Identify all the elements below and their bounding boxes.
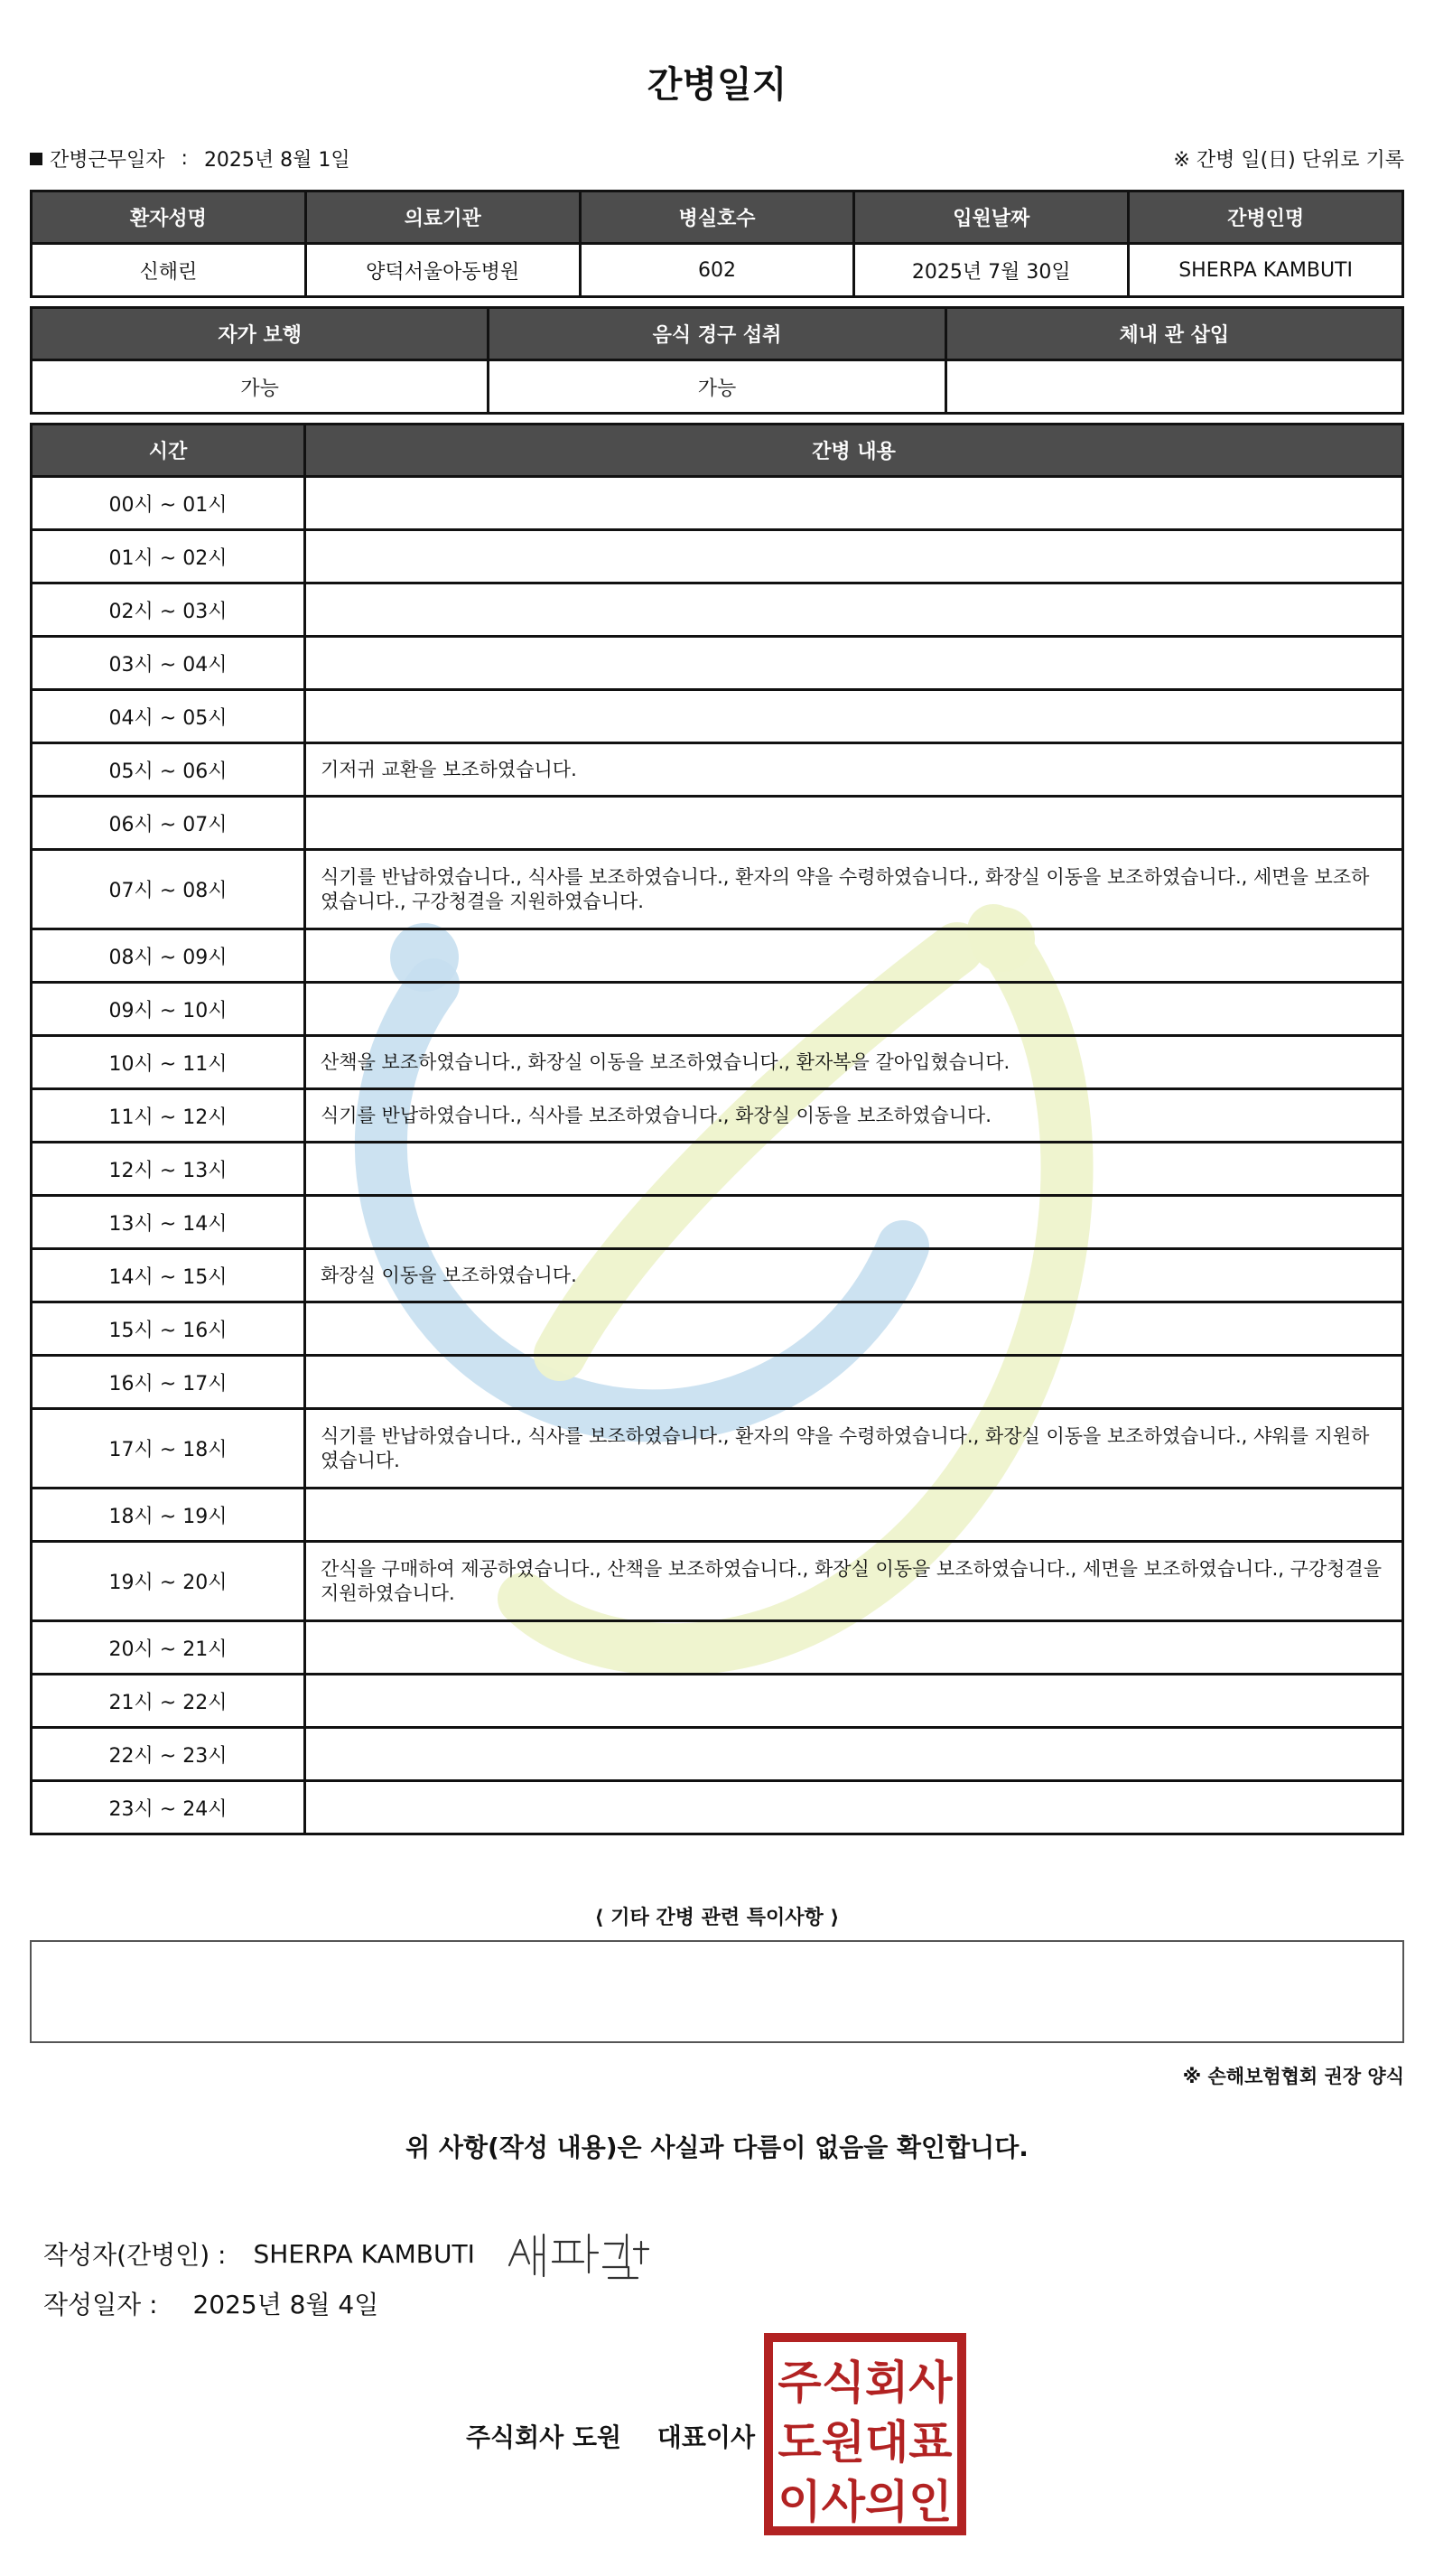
time-cell: 00시 ~ 01시 <box>32 477 305 530</box>
table-row <box>32 1728 1403 1781</box>
tube-insertion-cell <box>945 360 1402 414</box>
time-cell: 21시 ~ 22시 <box>32 1675 305 1728</box>
time-cell: 13시 ~ 14시 <box>32 1196 305 1249</box>
confirmation-statement: 위 사항(작성 내용)은 사실과 다름이 없음을 확인합니다. <box>405 2133 1029 2162</box>
table-row <box>32 983 1403 1036</box>
time-cell: 14시 ~ 15시 <box>32 1249 305 1302</box>
care-content-cell <box>305 1781 1403 1834</box>
writer-label: 작성자(간병인) : <box>43 2240 227 2270</box>
patient-name-cell: 신해린 <box>32 244 306 297</box>
header-patient-name: 환자성명 <box>32 191 306 244</box>
table-row <box>32 929 1403 983</box>
time-cell: 05시 ~ 06시 <box>32 743 305 797</box>
handwritten-signature <box>502 2222 656 2285</box>
table-row <box>32 360 1403 414</box>
table-row <box>32 530 1403 583</box>
work-date-value: 2025년 8월 1일 <box>203 149 350 172</box>
table-row <box>32 1302 1403 1356</box>
time-cell: 22시 ~ 23시 <box>32 1728 305 1781</box>
bullet-square-icon <box>30 153 42 165</box>
room-cell: 602 <box>580 244 854 297</box>
care-content-cell <box>305 797 1403 850</box>
time-cell: 11시 ~ 12시 <box>32 1089 305 1143</box>
table-row <box>32 1143 1403 1196</box>
care-content-cell: 간식을 구매하여 제공하였습니다., 산책을 보조하였습니다., 화장실 이동을 보조하였습니다., 세면을 보조하였습니다., 구강청결을 지원하였습니다. <box>305 1542 1403 1621</box>
care-content-cell <box>305 583 1403 637</box>
care-content-cell <box>305 929 1403 983</box>
work-date-label: 간병근무일자 <box>50 149 165 172</box>
company-name: 주식회사 도원 <box>466 2422 622 2452</box>
company-seal-stamp <box>764 2333 966 2535</box>
header-tube-insertion: 체내 관 삽입 <box>945 308 1402 360</box>
company-signature <box>466 2418 782 2454</box>
table-row <box>32 477 1403 530</box>
time-cell: 18시 ~ 19시 <box>32 1489 305 1542</box>
care-content-cell <box>305 530 1403 583</box>
company-title: 대표이사 <box>656 2422 755 2452</box>
work-date-info <box>30 145 350 173</box>
care-content-cell <box>305 690 1403 743</box>
table-row <box>32 797 1403 850</box>
care-content-cell: 화장실 이동을 보조하였습니다. <box>305 1249 1403 1302</box>
care-content-cell: 식기를 반납하였습니다., 식사를 보조하였습니다., 화장실 이동을 보조하였습니다. <box>305 1089 1403 1143</box>
self-walking-cell: 가능 <box>32 360 489 414</box>
time-cell: 16시 ~ 17시 <box>32 1356 305 1409</box>
care-content-cell <box>305 1621 1403 1675</box>
header-self-walking: 자가 보행 <box>32 308 489 360</box>
admission-date-cell: 2025년 7월 30일 <box>854 244 1129 297</box>
time-cell: 07시 ~ 08시 <box>32 850 305 929</box>
time-cell: 23시 ~ 24시 <box>32 1781 305 1834</box>
table-row <box>32 244 1403 297</box>
care-log-body <box>32 477 1403 1834</box>
notes-title: ⟨ 기타 간병 관련 특이사항 ⟩ <box>594 1907 840 1929</box>
table-row <box>32 637 1403 690</box>
care-content-cell <box>305 1489 1403 1542</box>
table-header-row <box>32 191 1403 244</box>
header-admission-date: 입원날짜 <box>854 191 1129 244</box>
stamp-line-1: 주식회사 <box>778 2357 953 2409</box>
time-cell: 04시 ~ 05시 <box>32 690 305 743</box>
work-date-separator: : <box>181 147 188 170</box>
time-cell: 12시 ~ 13시 <box>32 1143 305 1196</box>
care-content-cell: 식기를 반납하였습니다., 식사를 보조하였습니다., 환자의 약을 수령하였습니다., 화장실 이동을 보조하였습니다., 세면을 보조하였습니다., 구강청결을 지원하였습니다. <box>305 850 1403 929</box>
header-care-content: 간병 내용 <box>305 425 1403 477</box>
care-content-cell <box>305 1302 1403 1356</box>
time-cell: 20시 ~ 21시 <box>32 1621 305 1675</box>
care-log-table <box>30 423 1404 1835</box>
care-content-cell <box>305 637 1403 690</box>
care-content-cell: 식기를 반납하였습니다., 식사를 보조하였습니다., 환자의 약을 수령하였습니다., 화장실 이동을 보조하였습니다., 샤워를 지원하였습니다. <box>305 1409 1403 1489</box>
table-row <box>32 743 1403 797</box>
care-content-cell <box>305 477 1403 530</box>
hospital-cell: 양덕서울아동병원 <box>305 244 580 297</box>
patient-info-table <box>30 190 1404 298</box>
written-date-value: 2025년 8월 4일 <box>192 2290 379 2319</box>
table-row <box>32 1675 1403 1728</box>
table-row <box>32 1781 1403 1834</box>
header-time: 시간 <box>32 425 305 477</box>
table-row <box>32 1621 1403 1675</box>
writer-name: SHERPA KAMBUTI <box>253 2238 475 2269</box>
care-content-cell: 산책을 보조하였습니다., 화장실 이동을 보조하였습니다., 환자복을 갈아입혔습니다. <box>305 1036 1403 1089</box>
care-content-cell <box>305 1675 1403 1728</box>
time-cell: 17시 ~ 18시 <box>32 1409 305 1489</box>
care-content-cell <box>305 1356 1403 1409</box>
care-content-cell: 기저귀 교환을 보조하였습니다. <box>305 743 1403 797</box>
page-title: 간병일지 <box>647 64 787 106</box>
care-content-cell <box>305 1143 1403 1196</box>
recommendation-footnote: ※ 손해보험협회 권장 양식 <box>1182 2066 1404 2087</box>
stamp-line-2: 도원대표 <box>778 2416 953 2469</box>
writer-row <box>43 2222 656 2285</box>
table-row <box>32 850 1403 929</box>
notes-box <box>30 1940 1404 2043</box>
time-cell: 19시 ~ 20시 <box>32 1542 305 1621</box>
time-cell: 15시 ~ 16시 <box>32 1302 305 1356</box>
written-date-row <box>43 2285 378 2321</box>
table-row <box>32 690 1403 743</box>
written-date-label: 작성일자 : <box>43 2290 158 2319</box>
table-row <box>32 1409 1403 1489</box>
time-cell: 08시 ~ 09시 <box>32 929 305 983</box>
care-content-cell <box>305 1728 1403 1781</box>
table-row <box>32 1036 1403 1089</box>
table-row <box>32 1356 1403 1409</box>
table-row <box>32 1089 1403 1143</box>
table-row <box>32 1542 1403 1621</box>
time-cell: 02시 ~ 03시 <box>32 583 305 637</box>
stamp-line-3: 이사의인 <box>778 2476 953 2528</box>
time-cell: 06시 ~ 07시 <box>32 797 305 850</box>
table-row <box>32 583 1403 637</box>
work-date-row <box>30 145 1404 177</box>
table-row <box>32 1196 1403 1249</box>
header-caregiver-name: 간병인명 <box>1129 191 1403 244</box>
table-row <box>32 1249 1403 1302</box>
time-cell: 01시 ~ 02시 <box>32 530 305 583</box>
patient-status-table <box>30 306 1404 415</box>
unit-note: ※ 간병 일(日) 단위로 기록 <box>1173 149 1404 172</box>
time-cell: 10시 ~ 11시 <box>32 1036 305 1089</box>
care-content-cell <box>305 983 1403 1036</box>
care-content-cell <box>305 1196 1403 1249</box>
table-row <box>32 1489 1403 1542</box>
table-header-row <box>32 425 1403 477</box>
header-oral-intake: 음식 경구 섭취 <box>489 308 945 360</box>
header-hospital: 의료기관 <box>305 191 580 244</box>
time-cell: 03시 ~ 04시 <box>32 637 305 690</box>
table-header-row <box>32 308 1403 360</box>
oral-intake-cell: 가능 <box>489 360 945 414</box>
header-room: 병실호수 <box>580 191 854 244</box>
caregiver-name-cell: SHERPA KAMBUTI <box>1129 244 1403 297</box>
time-cell: 09시 ~ 10시 <box>32 983 305 1036</box>
